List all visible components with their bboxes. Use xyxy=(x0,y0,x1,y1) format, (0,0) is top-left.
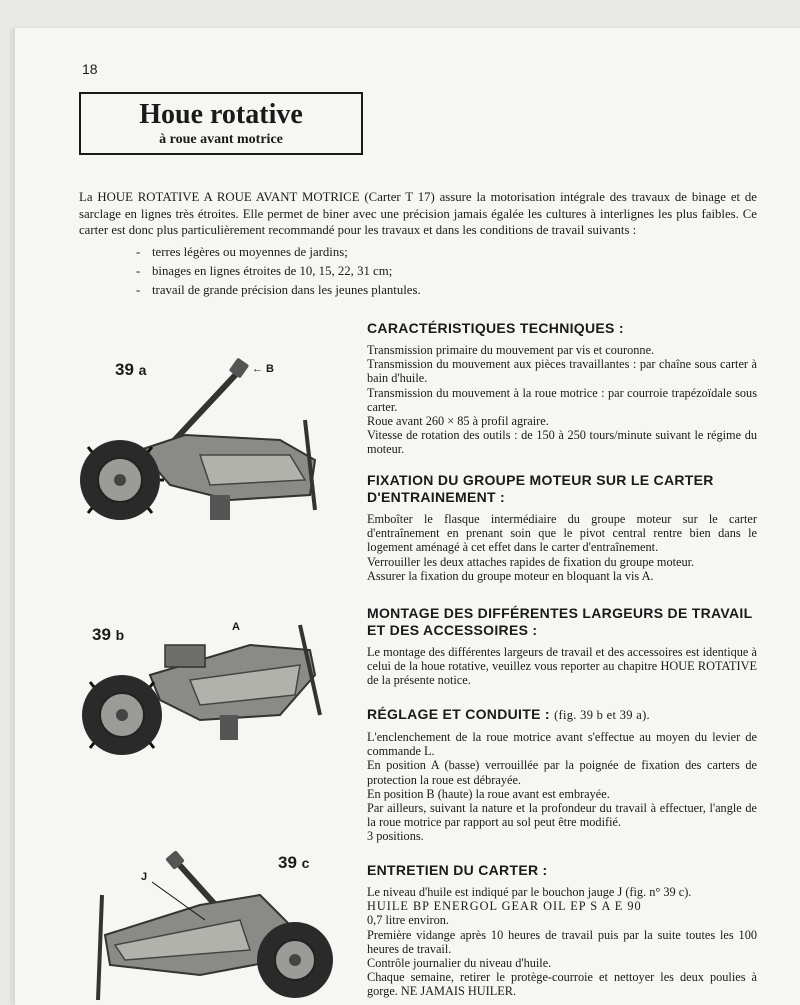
figure-label-39c: 39 c xyxy=(278,853,310,872)
paragraph: 3 positions. xyxy=(367,829,424,844)
machine-illustration-39b xyxy=(80,620,340,760)
list-item: - travail de grande précision dans les jeunes plantules. xyxy=(136,281,736,300)
paragraph: Transmission du mouvement aux pièces travaillantes : par chaîne sous carter à bain d'huile. xyxy=(367,357,757,386)
paragraph: Assurer la fixation du groupe moteur en bloquant la vis A. xyxy=(367,568,654,583)
list-item: - binages en lignes étroites de 10, 15, 22, 31 cm; xyxy=(136,262,736,281)
title-box xyxy=(79,92,363,155)
paragraph: En position B (haute) la roue avant est embrayée. xyxy=(367,786,610,801)
paragraph: Transmission du mouvement à la roue motrice : par courroie trapézoïdale sous carter. xyxy=(367,385,757,414)
paragraph: Verrouiller les deux attaches rapides de fixation du groupe moteur. xyxy=(367,554,695,569)
figure-label-39b: 39 b xyxy=(92,625,125,644)
paragraph: Première vidange après 10 heures de travail puis par la suite toutes les 100 heures de travail. xyxy=(367,927,757,956)
paragraph: Le montage des différentes largeurs de travail et des accessoires est identique à celui de la houe rotative, veuillez vous reporter au chapitre HOUE ROTATIVE de la présente notice. xyxy=(367,645,757,688)
machine-illustration-39a xyxy=(80,355,340,530)
section-heading: ENTRETIEN DU CARTER : xyxy=(367,862,548,878)
section-caracteristiques xyxy=(367,320,757,457)
section-fixation xyxy=(367,472,757,583)
section-montage xyxy=(367,605,757,688)
paragraph: Le niveau d'huile est indiqué par le bouchon jauge J (fig. n° 39 c). xyxy=(367,885,692,899)
section-entretien xyxy=(367,862,757,999)
figure-label-39a: 39 a xyxy=(115,360,147,379)
section-heading: FIXATION DU GROUPE MOTEUR SUR LE CARTER D'ENTRAINEMENT : xyxy=(367,472,714,505)
paragraph: Chaque semaine, retirer le protège-courroie et nettoyer les deux poulies à gorge. NE JAMAIS HUILER. xyxy=(367,970,757,999)
section-heading: CARACTÉRISTIQUES TECHNIQUES : xyxy=(367,320,624,336)
figure-reference: (fig. 39 b et 39 a). xyxy=(554,708,650,722)
paragraph: Vitesse de rotation des outils : de 150 à 250 tours/minute suivant le régime du moteur. xyxy=(367,428,757,457)
paragraph: Par ailleurs, suivant la nature et la profondeur du travail à effectuer, l'angle de la roue motrice par rapport au sol peut être modifié. xyxy=(367,801,757,830)
figure-pointer-j: J xyxy=(141,871,148,883)
paragraph: Emboîter le flasque intermédiaire du groupe moteur sur le carter d'entraînement en prenant soin que le pivot central rentre bien dans le logement aménagé à cet effet dans le carter d'entraînement. xyxy=(367,512,757,555)
list-item: - terres légères ou moyennes de jardins; xyxy=(136,243,736,262)
section-reglage xyxy=(367,706,757,844)
page-title: Houe rotative xyxy=(139,99,303,130)
paragraph: HUILE BP ENERGOL GEAR OIL EP S A E 90 xyxy=(367,899,642,914)
machine-illustration-39c xyxy=(90,850,340,1005)
paragraph: 0,7 litre environ. xyxy=(367,913,449,928)
section-heading: MONTAGE DES DIFFÉRENTES LARGEURS DE TRAVAIL ET DES ACCESSOIRES : xyxy=(367,605,753,638)
paragraph: Transmission primaire du mouvement par vis et couronne. xyxy=(367,343,655,357)
paragraph: En position A (basse) verrouillée par la poignée de fixation des carters de protection la roue est débrayée. xyxy=(367,758,757,787)
intro-paragraph: La HOUE ROTATIVE A ROUE AVANT MOTRICE (Carter T 17) assure la motorisation intégrale des travaux de binage et de sarclage en lignes très étroites. Elle permet de biner avec une précision jamais égalée les cultures à interlignes les plus faibles. Ce carter est donc plus particulièrement recommandé pour les travaux et dans les conditions de travail suivants : xyxy=(79,190,757,237)
paragraph: Contrôle journalier du niveau d'huile. xyxy=(367,956,552,971)
page-number: 18 xyxy=(82,61,98,77)
paragraph: Roue avant 260 × 85 à profil agraire. xyxy=(367,414,549,429)
figure-pointer-b: ← B xyxy=(252,363,274,375)
page-subtitle: à roue avant motrice xyxy=(159,132,283,147)
conditions-list xyxy=(136,243,736,300)
section-heading: RÉGLAGE ET CONDUITE : (fig. 39 b et 39 a). xyxy=(367,706,650,722)
figure-pointer-a: A xyxy=(232,621,240,633)
paragraph: L'enclenchement de la roue motrice avant s'effectue au moyen du levier de commande L. xyxy=(367,730,757,759)
